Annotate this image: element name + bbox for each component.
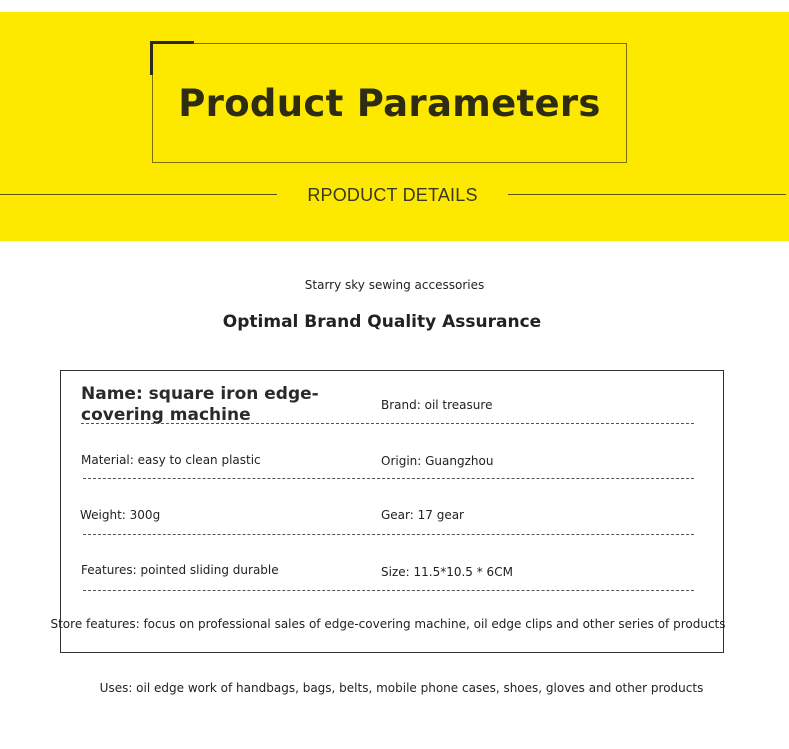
param-material: Material: easy to clean plastic xyxy=(81,453,261,467)
section-heading: Optimal Brand Quality Assurance xyxy=(222,312,542,332)
param-name: Name: square iron edge-covering machine xyxy=(81,384,319,425)
param-store-features: Store features: focus on professional sales of edge-covering machine, oil edge clips and other series of products xyxy=(50,617,726,631)
param-brand: Brand: oil treasure xyxy=(381,398,493,412)
param-gear: Gear: 17 gear xyxy=(381,508,464,522)
tagline: Starry sky sewing accessories xyxy=(304,278,485,292)
page-title: Product Parameters xyxy=(178,81,601,125)
divider-left xyxy=(0,194,277,195)
param-origin: Origin: Guangzhou xyxy=(381,454,494,468)
section-subtitle: RPODUCT DETAILS xyxy=(307,184,478,205)
param-features: Features: pointed sliding durable xyxy=(81,563,279,577)
row-divider xyxy=(83,534,694,535)
product-uses: Uses: oil edge work of handbags, bags, belts, mobile phone cases, shoes, gloves and other products xyxy=(99,681,704,695)
row-divider xyxy=(83,478,694,479)
top-strip xyxy=(0,0,789,12)
param-size: Size: 11.5*10.5 * 6CM xyxy=(381,565,513,579)
param-weight: Weight: 300g xyxy=(80,508,161,522)
divider-right xyxy=(508,194,786,195)
row-divider xyxy=(83,590,694,591)
row-divider xyxy=(81,423,694,424)
